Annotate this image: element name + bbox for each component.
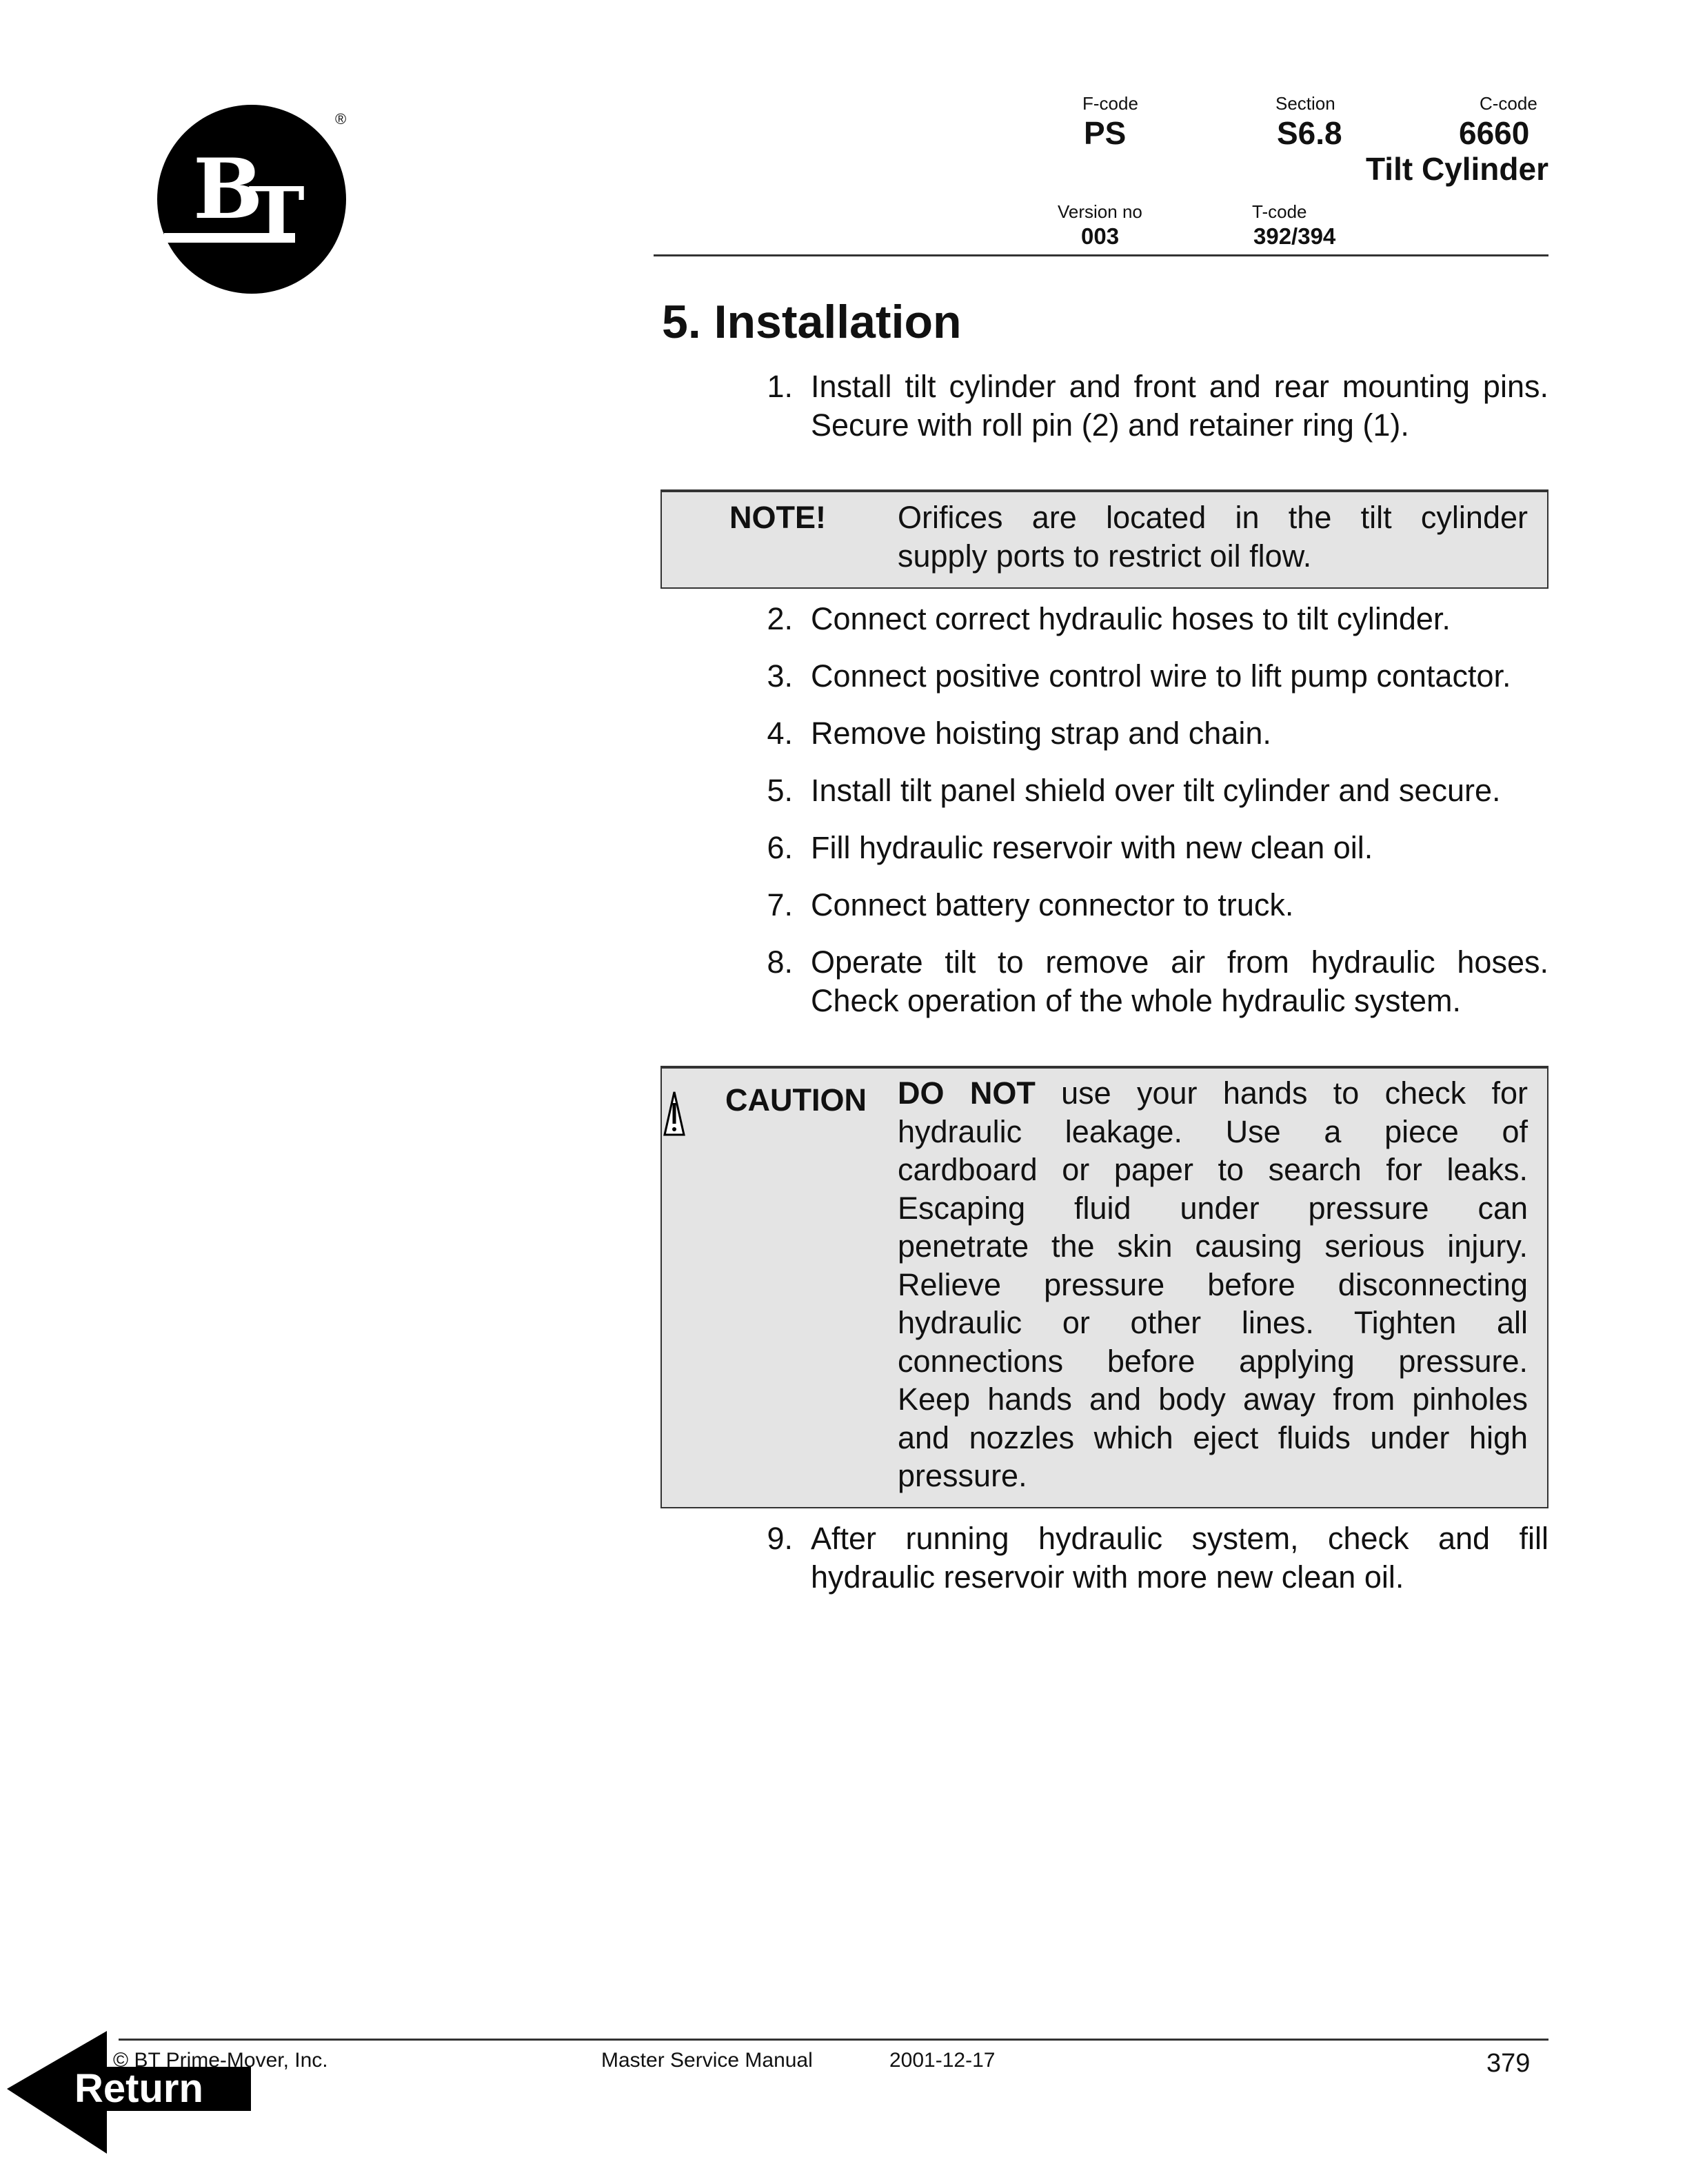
fcode-value: PS <box>1084 115 1127 151</box>
step-number: 9. <box>767 1521 793 1556</box>
note-line: Orifices are located in the tilt cylinder <box>898 500 1528 535</box>
step-line: hydraulic reservoir with more new clean oil. <box>811 1559 1404 1595</box>
caution-label: CAUTION <box>725 1082 867 1118</box>
step-number: 4. <box>767 716 793 751</box>
step-number: 2. <box>767 601 793 636</box>
ccode-label: C-code <box>1480 93 1537 114</box>
registered-mark: ® <box>335 110 347 128</box>
tcode-value: 392/394 <box>1253 223 1336 249</box>
step-line: Fill hydraulic reservoir with new clean oil. <box>811 830 1373 865</box>
caution-line <box>898 1074 1528 1113</box>
step-line: After running hydraulic system, check and fill <box>811 1521 1548 1556</box>
note-text <box>898 498 1528 575</box>
step-number: 5. <box>767 773 793 808</box>
footer-rule <box>119 2039 1548 2041</box>
section-heading: 5. Installation <box>662 296 962 348</box>
note-label: NOTE! <box>729 500 826 535</box>
section-label: Section <box>1275 93 1335 114</box>
caution-line-rest: use your hands to check for <box>1035 1075 1528 1111</box>
caution-text <box>898 1074 1528 1495</box>
svg-text:T: T <box>248 170 305 259</box>
footer-copyright: © BT Prime-Mover, Inc. <box>113 2049 328 2072</box>
footer-manual: Master Service Manual <box>601 2049 813 2072</box>
step-line: Install tilt panel shield over tilt cylinder and secure. <box>811 773 1501 808</box>
caution-line: hydraulic leakage. Use a piece of <box>898 1113 1528 1149</box>
svg-text:B: B <box>193 141 263 238</box>
step-line: Check operation of the whole hydraulic system. <box>811 982 1461 1018</box>
bt-logo <box>157 105 346 294</box>
section-value: S6.8 <box>1277 115 1342 151</box>
tcode-label: T-code <box>1252 201 1307 222</box>
step-number: 1. <box>767 369 793 404</box>
return-label: Return <box>74 2066 203 2111</box>
version-label: Version no <box>1058 201 1142 222</box>
step-line: Connect correct hydraulic hoses to tilt cylinder. <box>811 601 1451 636</box>
step-line: Connect positive control wire to lift pump contactor. <box>811 658 1511 694</box>
step-number: 7. <box>767 887 793 922</box>
step-line: Operate tilt to remove air from hydraulic hoses. <box>811 944 1548 980</box>
step-line: Connect battery connector to truck. <box>811 887 1294 922</box>
note-line: supply ports to restrict oil flow. <box>898 538 1312 574</box>
header-rule <box>654 254 1548 256</box>
bt-logo-icon <box>157 105 346 294</box>
caution-line: hydraulic or other lines. Tighten all <box>898 1305 1528 1340</box>
warning-triangle-icon <box>663 1091 685 1136</box>
document-title: Tilt Cylinder <box>1366 151 1548 187</box>
step-line: Install tilt cylinder and front and rear mounting pins. <box>811 369 1548 404</box>
caution-line: cardboard or paper to search for leaks. <box>898 1152 1528 1187</box>
step-number: 6. <box>767 830 793 865</box>
caution-line: connections before applying pressure. <box>898 1343 1528 1379</box>
ccode-value: 6660 <box>1459 115 1530 151</box>
caution-line: Relieve pressure before disconnecting <box>898 1266 1528 1302</box>
step-number: 3. <box>767 658 793 694</box>
step-line: Secure with roll pin (2) and retainer ring (1). <box>811 407 1409 443</box>
step-number: 8. <box>767 944 793 980</box>
footer-date: 2001-12-17 <box>889 2049 996 2072</box>
page-number: 379 <box>1486 2049 1531 2078</box>
caution-line: and nozzles which eject fluids under high <box>898 1419 1528 1455</box>
fcode-label: F-code <box>1082 93 1138 114</box>
caution-line: penetrate the skin causing serious injury. <box>898 1228 1528 1264</box>
return-button[interactable] <box>6 2030 254 2156</box>
caution-line: pressure. <box>898 1458 1027 1493</box>
caution-line: Escaping fluid under pressure can <box>898 1190 1528 1226</box>
caution-bold-lead: DO NOT <box>898 1075 1036 1111</box>
step-line: Remove hoisting strap and chain. <box>811 716 1271 751</box>
version-value: 003 <box>1081 223 1120 249</box>
caution-line: Keep hands and body away from pinholes <box>898 1382 1528 1417</box>
